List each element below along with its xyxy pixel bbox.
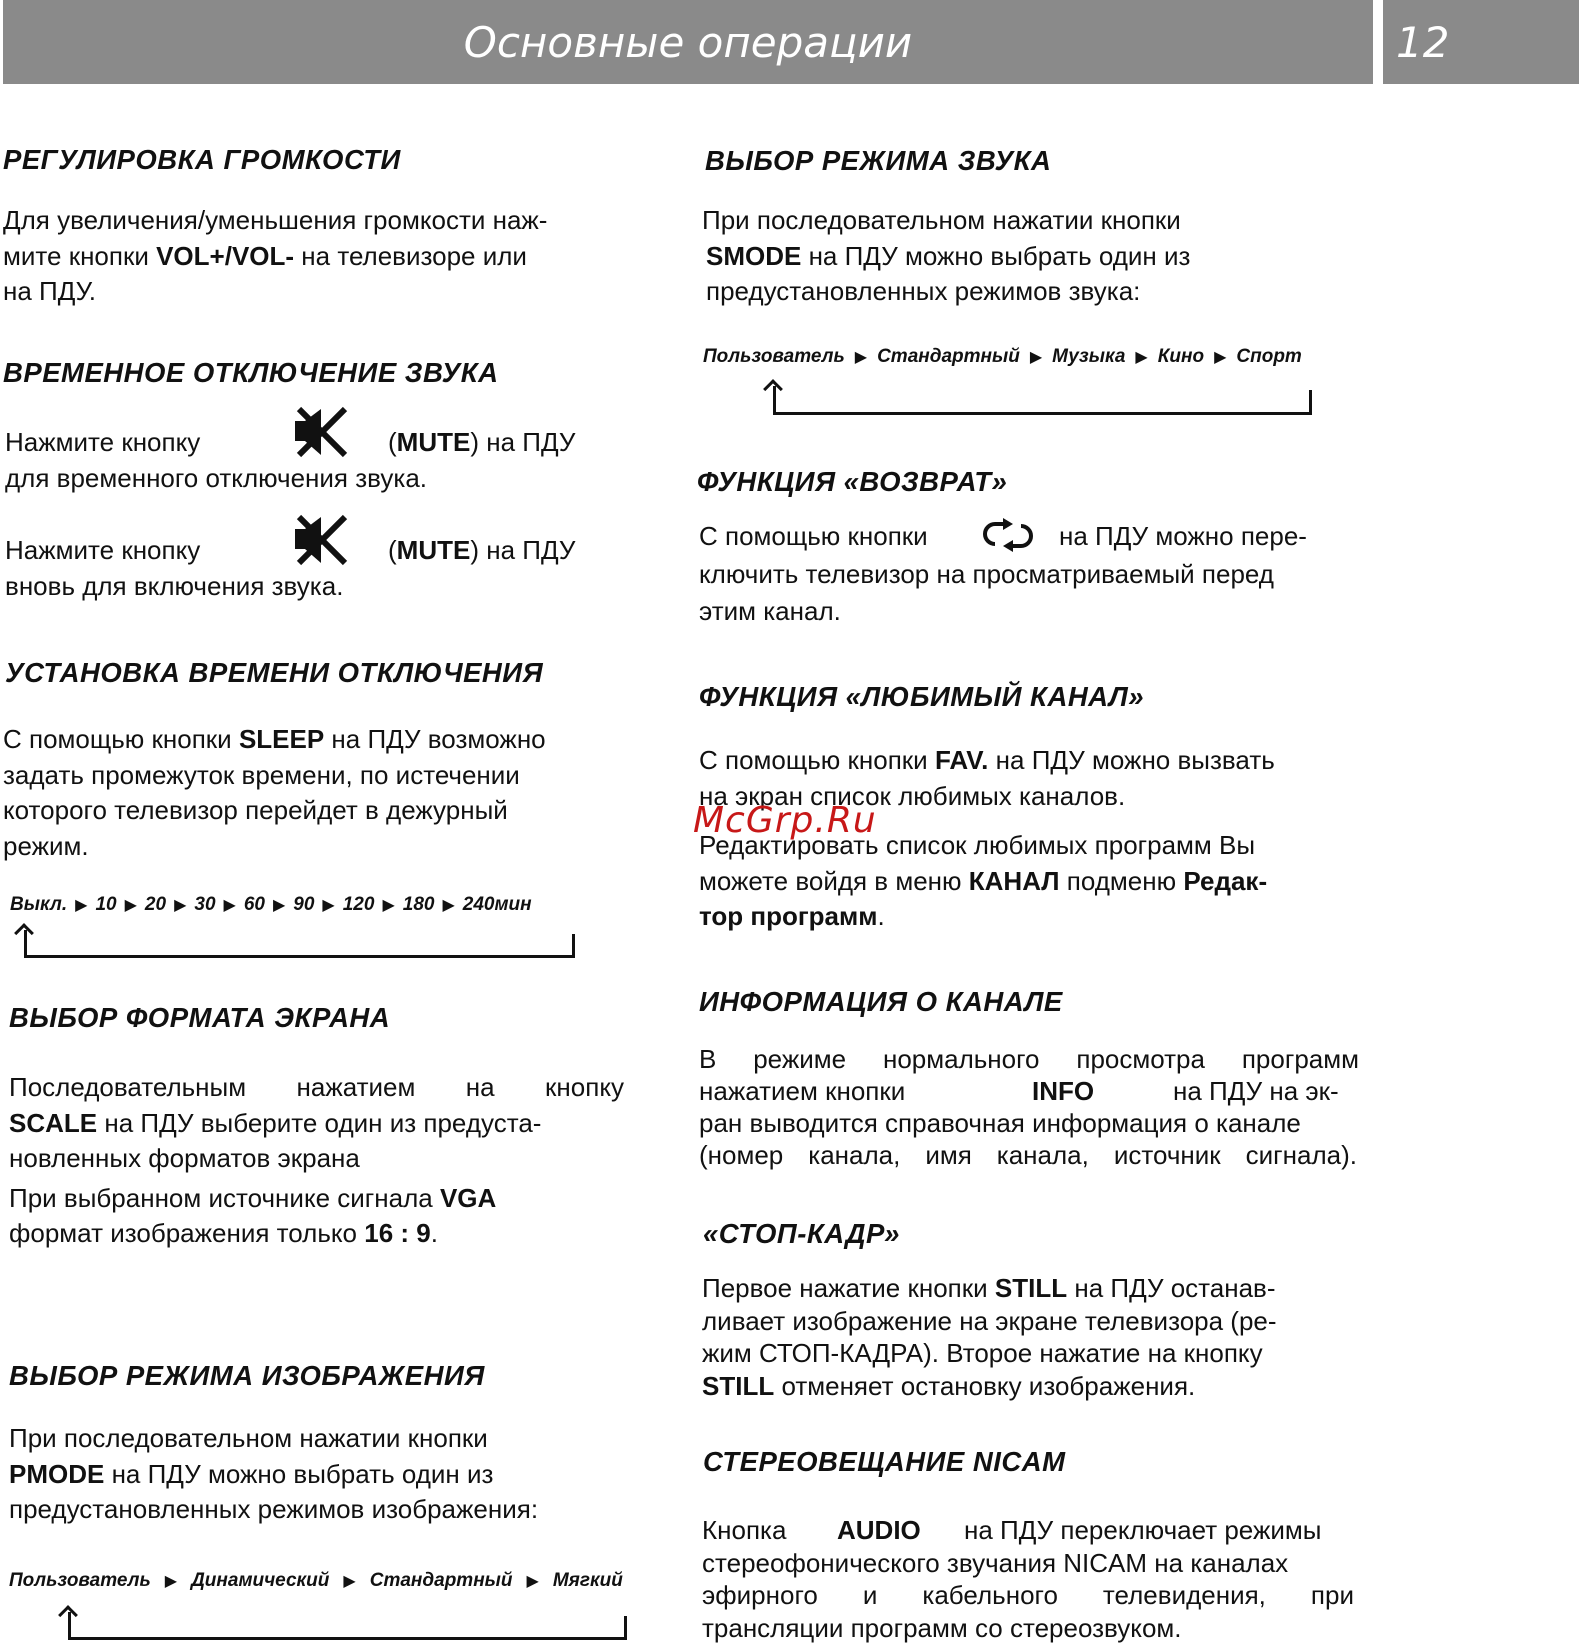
- return-text: С помощью кнопки на ПДУ можно пере- ключить телевизор на просматриваемый перед этим канал.: [699, 521, 1307, 626]
- volume-text: Для увеличения/уменьшения громкости наж- мите кнопки VOL+/VOL- на телевизоре или на ПДУ.: [3, 205, 548, 306]
- fav-text: С помощью кнопки FAV. на ПДУ можно вызвать на экран список любимых каналов. Редактировать список любимых программ Вы можете войдя в меню КАНАЛ подменю Редак- тор программ.: [699, 745, 1275, 931]
- page-header-title: Основные операции: [3, 0, 1373, 84]
- scale-text: Последовательным нажатием на кнопку SCALE на ПДУ выберите один из предуста- новленных форматов экрана При выбранном источнике сигнала VGA формат изображения только 16 : 9.: [9, 1072, 624, 1248]
- smode-loop-line: [773, 390, 1312, 415]
- nicam-text: Кнопка AUDIO на ПДУ переключает режимы стереофонического звучания NICAM на каналах эфирного и кабельного телевидения, при трансляции программ со стереозвуком.: [702, 1515, 1354, 1643]
- mute-icon: [293, 513, 349, 567]
- section-title-volume: РЕГУЛИРОВКА ГРОМКОСТИ: [3, 144, 401, 175]
- return-icon: [983, 518, 1033, 552]
- info-text: В режиме нормального просмотра программ нажатием кнопки INFO на ПДУ на эк- ран выводится справочная информация о канале (номер канала, имя канала, источник сигнала).: [699, 1044, 1359, 1170]
- smode-sequence: Пользователь ▶ Стандартный ▶ Музыка ▶ Кино ▶ Спорт: [703, 346, 1302, 367]
- pmode-loop-arrow-icon: [68, 1612, 71, 1639]
- section-title-pmode: ВЫБОР РЕЖИМА ИЗОБРАЖЕНИЯ: [9, 1360, 485, 1391]
- sleep-text: С помощью кнопки SLEEP на ПДУ возможно задать промежуток времени, по истечении которого телевизор перейдет в дежурный режим.: [3, 724, 546, 861]
- smode-text: При последовательном нажатии кнопки SMODE на ПДУ можно выбрать один из предустановленных режимов звука:: [702, 205, 1191, 306]
- still-text: Первое нажатие кнопки STILL на ПДУ останав- ливает изображение на экране телевизора (ре- жим СТОП-КАДРА). Второе нажатие на кнопку STILL отменяет остановку изображения.: [702, 1273, 1277, 1401]
- watermark: McGrp.Ru: [693, 800, 877, 841]
- section-title-scale: ВЫБОР ФОРМАТА ЭКРАНА: [9, 1002, 391, 1033]
- smode-loop-arrow-icon: [773, 386, 776, 414]
- page-number: 12: [1383, 0, 1579, 84]
- sleep-loop-arrow-icon: [24, 930, 27, 957]
- pmode-text: При последовательном нажатии кнопки PMODE на ПДУ можно выбрать один из предустановленных режимов изображения:: [9, 1423, 539, 1524]
- section-title-still: «СТОП-КАДР»: [703, 1218, 900, 1249]
- section-title-sleep: УСТАНОВКА ВРЕМЕНИ ОТКЛЮЧЕНИЯ: [5, 657, 544, 688]
- section-title-nicam: СТЕРЕОВЕЩАНИЕ NICAM: [703, 1446, 1066, 1477]
- sleep-loop-line: [24, 934, 575, 958]
- section-title-fav: ФУНКЦИЯ «ЛЮБИМЫЙ КАНАЛ»: [699, 681, 1145, 712]
- mute-icon: [293, 405, 349, 459]
- pmode-sequence: Пользователь ▶ Динамический ▶ Стандартный ▶ Мягкий: [9, 1570, 623, 1591]
- section-title-return: ФУНКЦИЯ «ВОЗВРАТ»: [697, 466, 1008, 497]
- mute-text-1: Нажмите кнопку (MUTE) на ПДУ для временного отключения звука.: [5, 427, 576, 493]
- pmode-loop-line: [68, 1616, 627, 1640]
- section-title-mute: ВРЕМЕННОЕ ОТКЛЮЧЕНИЕ ЗВУКА: [3, 357, 499, 388]
- section-title-info: ИНФОРМАЦИЯ О КАНАЛЕ: [699, 986, 1063, 1017]
- sleep-sequence: Выкл. ▶ 10 ▶ 20 ▶ 30 ▶ 60 ▶ 90 ▶ 120 ▶ 180 ▶ 240мин: [10, 894, 532, 915]
- section-title-smode: ВЫБОР РЕЖИМА ЗВУКА: [705, 145, 1052, 176]
- mute-text-2: Нажмите кнопку (MUTE) на ПДУ вновь для включения звука.: [5, 535, 576, 601]
